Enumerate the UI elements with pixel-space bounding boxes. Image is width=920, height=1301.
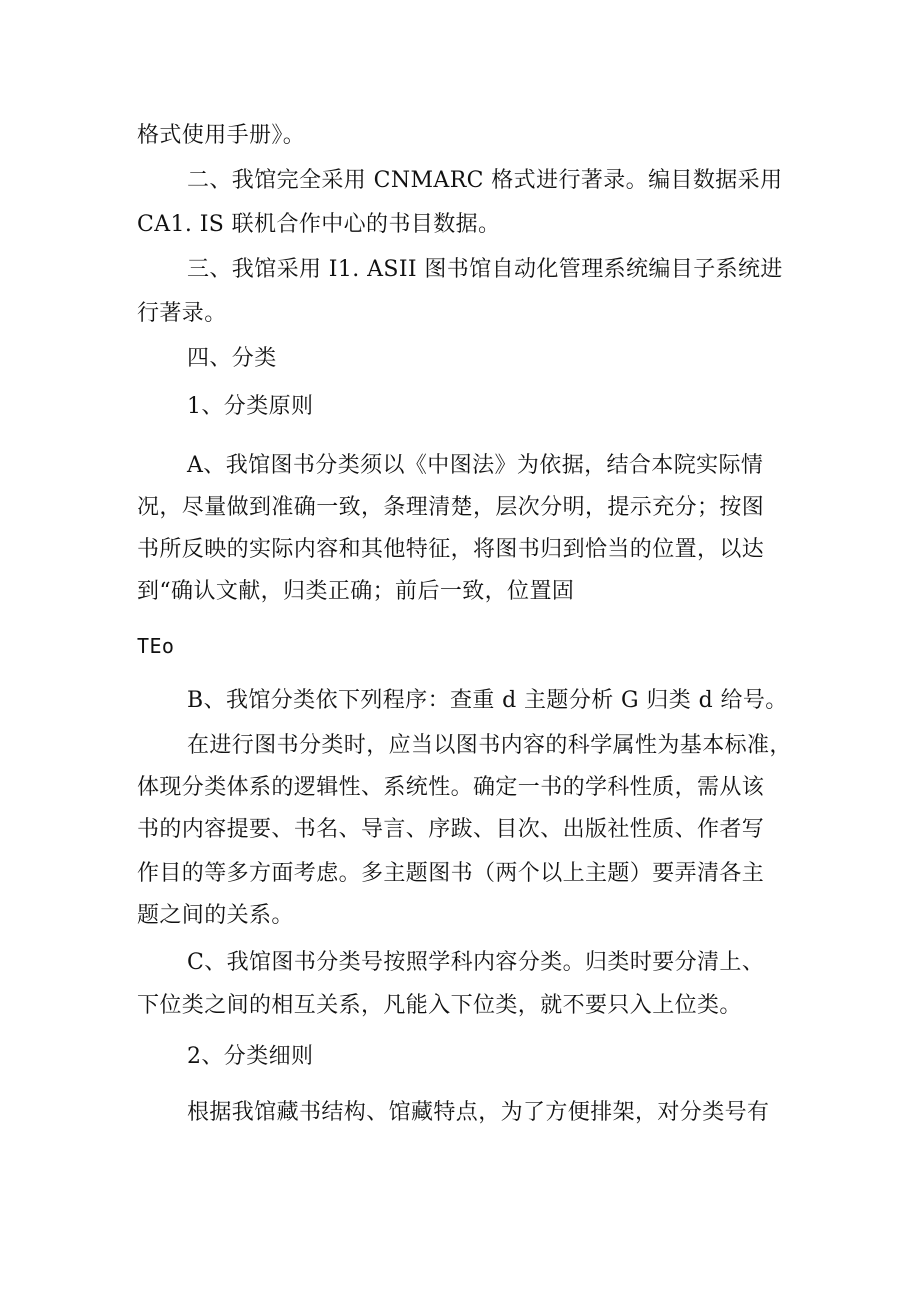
text-line-14: 在进行图书分类时，应当以图书内容的科学属性为基本标准，: [187, 733, 792, 758]
text-line-19: C、我馆图书分类号按照学科内容分类。归类时要分清上、: [187, 950, 765, 975]
text-line-15: 体现分类体系的逻辑性、系统性。确定一书的学科性质，需从该: [137, 775, 765, 800]
text-line-2: 二、我馆完全采用 CNMARC 格式进行著录。编目数据采用: [187, 168, 783, 193]
text-line-12: TEo: [137, 634, 175, 658]
subsection-heading-details: 2、分类细则: [187, 1044, 314, 1069]
text-line-22: 根据我馆藏书结构、馆藏特点，为了方便排架，对分类号有: [187, 1100, 770, 1125]
text-line-10: 书所反映的实际内容和其他特征，将图书归到恰当的位置，以达: [137, 537, 765, 562]
text-line-4: 三、我馆采用 I1. ASII 图书馆自动化管理系统编目子系统进: [187, 257, 783, 282]
text-line-20: 下位类之间的相互关系，凡能入下位类，就不要只入上位类。: [137, 993, 742, 1018]
text-line-18: 题之间的关系。: [137, 903, 294, 928]
text-line-11: 到“确认文献，归类正确；前后一致，位置固: [137, 579, 575, 604]
text-line-3: CA1. IS 联机合作中心的书目数据。: [137, 212, 501, 237]
text-line-9: 况，尽量做到准确一致，条理清楚，层次分明，提示充分；按图: [137, 495, 765, 520]
text-line-13: B、我馆分类依下列程序：查重 d 主题分析 G 归类 d 给号。: [187, 688, 788, 713]
text-line-8: A、我馆图书分类须以《中图法》为依据，结合本院实际情: [187, 453, 764, 478]
text-line-16: 书的内容提要、书名、导言、序跋、目次、出版社性质、作者写: [137, 817, 765, 842]
section-heading-classification: 四、分类: [187, 346, 277, 371]
text-line-17: 作目的等多方面考虑。多主题图书（两个以上主题）要弄清各主: [137, 861, 765, 886]
subsection-heading-principles: 1、分类原则: [187, 394, 314, 419]
text-line-1: 格式使用手册》。: [137, 123, 306, 148]
text-line-5: 行著录。: [137, 301, 227, 326]
